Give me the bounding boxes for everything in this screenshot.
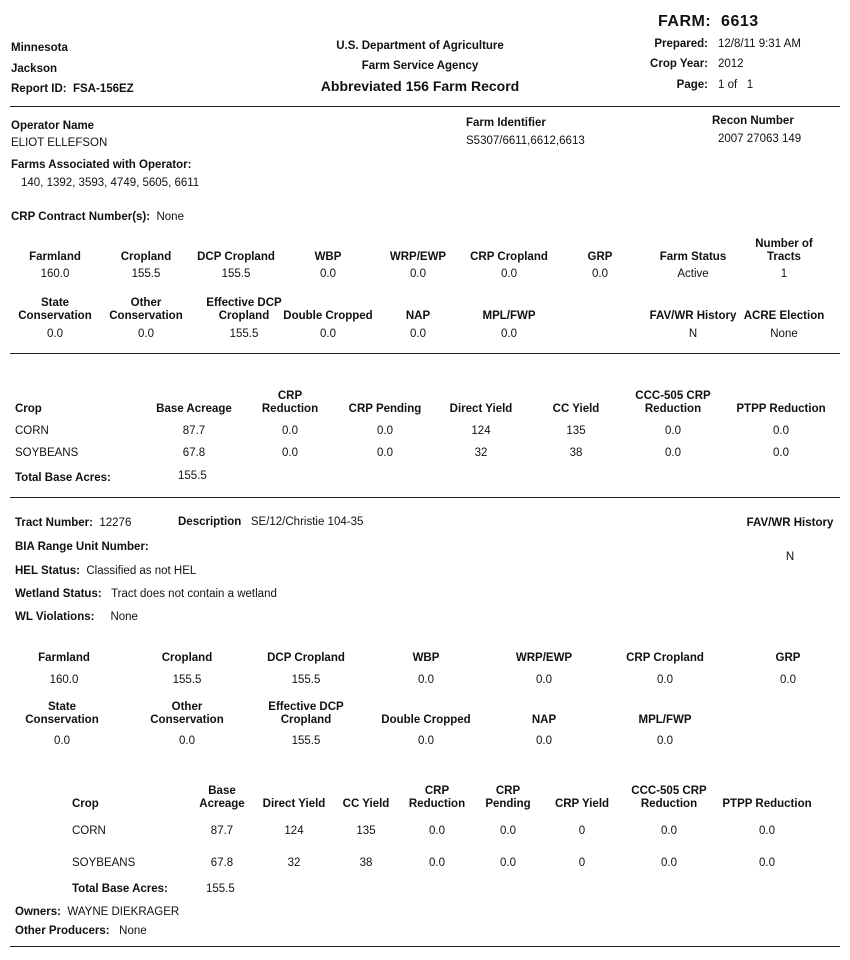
- farm-crop-cell-direct-yield: 124: [471, 425, 491, 437]
- farm-crop-cell-base-acreage: 87.7: [182, 425, 206, 437]
- owners: Owners: WAYNE DIEKRAGER: [15, 906, 180, 918]
- footer-divider: [10, 946, 840, 947]
- bia-range-label: BIA Range Unit Number:: [15, 541, 149, 553]
- hel-status: HEL Status: Classified as not HEL: [15, 565, 197, 577]
- tract-crop-cell-cc-yield: 135: [356, 825, 376, 837]
- tract-mpl-fwp-label: MPL/FWP: [638, 714, 692, 726]
- farm-crop-header-crop: Crop: [15, 403, 42, 415]
- page-label: Page:: [676, 79, 708, 91]
- farm-identifier-label: Farm Identifier: [466, 117, 546, 129]
- tract-crop-cell-ptpp-reduction: 0.0: [759, 857, 775, 869]
- tract-crop-cell-base-acreage: 87.7: [210, 825, 234, 837]
- tract-crop-cell-direct-yield: 32: [287, 857, 301, 869]
- tract-dcp-cropland-value: 155.5: [291, 674, 321, 686]
- farm-crop-header-ptpp-reduction: PTPP Reduction: [736, 403, 826, 415]
- tract-crop-header-base-acreage: Base Acreage: [199, 785, 245, 810]
- farm-acre-election-label: ACRE Election: [743, 310, 825, 322]
- tract-crop-cell-base-acreage: 67.8: [210, 857, 234, 869]
- crop-year-value: 2012: [718, 58, 744, 70]
- tract-crop-cell-crop: SOYBEANS: [72, 857, 136, 869]
- farm-crop-cell-ptpp-reduction: 0.0: [773, 447, 789, 459]
- agency-line-2: Farm Service Agency: [361, 60, 479, 72]
- tract-crop-header-ccc-505-crp-reduction: CCC-505 CRP Reduction: [631, 785, 707, 810]
- farm-crop-cell-crop: CORN: [15, 425, 49, 437]
- farm-number: 6613: [721, 13, 759, 30]
- tract-crop-header-crop: Crop: [72, 798, 99, 810]
- farms-associated: 140, 1392, 3593, 4749, 5605, 6611: [21, 177, 200, 189]
- tract-favwr-label: FAV/WR History: [746, 517, 834, 529]
- tract-grp-value: 0.0: [780, 674, 796, 686]
- prepared-label: Prepared:: [654, 38, 708, 50]
- tract-cropland-label: Cropland: [161, 652, 213, 664]
- farm-crop-header-direct-yield: Direct Yield: [449, 403, 513, 415]
- tract-crop-header-cc-yield: CC Yield: [342, 798, 390, 810]
- tract-effective-dcp-cropland-value: 155.5: [291, 735, 321, 747]
- tract-crop-cell-crp-yield: 0: [578, 825, 586, 837]
- tract-crop-header-ptpp-reduction: PTPP Reduction: [722, 798, 812, 810]
- tract-farmland-value: 160.0: [49, 674, 79, 686]
- farm-crop-cell-crop: SOYBEANS: [15, 447, 79, 459]
- farm-wbp-value: 0.0: [320, 268, 336, 280]
- farm-farmland-label: Farmland: [29, 251, 81, 263]
- agency-line-1: U.S. Department of Agriculture: [336, 40, 504, 52]
- farm-fav-wr-history-value: N: [688, 328, 698, 340]
- farms-associated-label: Farms Associated with Operator:: [11, 159, 192, 171]
- tract-crop-cell-crop: CORN: [72, 825, 106, 837]
- tract-state-conservation-value: 0.0: [54, 735, 70, 747]
- tract-crop-header-crp-pending: CRP Pending: [485, 785, 531, 810]
- tract-total-base: 155.5: [206, 883, 235, 895]
- farm-grp-value: 0.0: [592, 268, 608, 280]
- farm-fav-wr-history-label: FAV/WR History: [649, 310, 737, 322]
- farm-other-conservation-value: 0.0: [138, 328, 154, 340]
- farm-crop-cell-base-acreage: 67.8: [182, 447, 206, 459]
- farm-acre-election-value: None: [770, 328, 798, 340]
- tract-nap-value: 0.0: [536, 735, 552, 747]
- farm-effective-dcp-cropland-value: 155.5: [229, 328, 259, 340]
- tract-number: Tract Number: 12276: [15, 517, 132, 529]
- tract-crop-cell-ccc-505-crp-reduction: 0.0: [661, 857, 677, 869]
- tract-effective-dcp-cropland-label: Effective DCP Cropland: [268, 701, 344, 726]
- crop-divider: [10, 497, 840, 498]
- farm-farm-status-value: Active: [677, 268, 709, 280]
- tract-nap-label: NAP: [531, 714, 557, 726]
- tract-favwr-value: N: [785, 551, 795, 563]
- tract-other-conservation-value: 0.0: [179, 735, 195, 747]
- farm-total-base-label: Total Base Acres:: [15, 472, 111, 484]
- county-name: Jackson: [11, 63, 58, 75]
- operator-name: ELIOT ELLEFSON: [11, 137, 108, 149]
- tract-state-conservation-label: State Conservation: [25, 701, 99, 726]
- page-value: 1 of 1: [718, 79, 754, 91]
- farm-farmland-value: 160.0: [40, 268, 70, 280]
- tract-wbp-label: WBP: [412, 652, 440, 664]
- tract-crop-cell-crp-pending: 0.0: [500, 857, 516, 869]
- wetland-status: Wetland Status: Tract does not contain a wetland: [15, 588, 277, 600]
- tract-crop-cell-ptpp-reduction: 0.0: [759, 825, 775, 837]
- farm-dcp-cropland-value: 155.5: [221, 268, 251, 280]
- tract-double-cropped-label: Double Cropped: [381, 714, 471, 726]
- farm-effective-dcp-cropland-label: Effective DCP Cropland: [206, 297, 282, 322]
- farm-crop-header-cc-yield: CC Yield: [552, 403, 600, 415]
- tract-total-base-label: Total Base Acres:: [72, 883, 168, 895]
- tract-crop-cell-crp-yield: 0: [578, 857, 586, 869]
- farm-crp-cropland-label: CRP Cropland: [470, 251, 548, 263]
- farm-number-label: FARM: 6613: [658, 13, 759, 30]
- farm-crop-header-base-acreage: Base Acreage: [156, 403, 232, 415]
- farm-nap-value: 0.0: [410, 328, 426, 340]
- tract-crop-cell-ccc-505-crp-reduction: 0.0: [661, 825, 677, 837]
- tract-farmland-label: Farmland: [38, 652, 90, 664]
- farm-cropland-label: Cropland: [120, 251, 172, 263]
- farm-mpl-fwp-value: 0.0: [501, 328, 517, 340]
- farm-state-conservation-value: 0.0: [47, 328, 63, 340]
- tract-crop-cell-crp-reduction: 0.0: [429, 857, 445, 869]
- tract-mpl-fwp-value: 0.0: [657, 735, 673, 747]
- state-name: Minnesota: [11, 42, 68, 54]
- other-producers: Other Producers: None: [15, 925, 147, 937]
- farm-number-of-tracts-label: Number of Tracts: [755, 238, 813, 263]
- farm-crop-cell-crp-reduction: 0.0: [282, 425, 298, 437]
- farm-nap-label: NAP: [405, 310, 431, 322]
- recon-number-label: Recon Number: [712, 115, 794, 127]
- report-id: Report ID: FSA-156EZ: [11, 83, 134, 95]
- farm-crop-cell-direct-yield: 32: [474, 447, 488, 459]
- crop-year-label: Crop Year:: [650, 58, 708, 70]
- farm-double-cropped-value: 0.0: [320, 328, 336, 340]
- farm-crop-cell-crp-pending: 0.0: [377, 447, 393, 459]
- farm-double-cropped-label: Double Cropped: [283, 310, 373, 322]
- farm-wbp-label: WBP: [314, 251, 342, 263]
- farm-crp-cropland-value: 0.0: [501, 268, 517, 280]
- tract-crp-cropland-value: 0.0: [657, 674, 673, 686]
- farm-dcp-cropland-label: DCP Cropland: [197, 251, 275, 263]
- farm-crop-cell-ptpp-reduction: 0.0: [773, 425, 789, 437]
- tract-cropland-value: 155.5: [172, 674, 202, 686]
- farm-crop-header-crp-reduction: CRP Reduction: [261, 390, 319, 415]
- farm-wrp-ewp-label: WRP/EWP: [389, 251, 447, 263]
- header-divider: [10, 106, 840, 107]
- tract-description: Description SE/12/Christie 104-35: [178, 516, 364, 528]
- tract-crop-header-direct-yield: Direct Yield: [262, 798, 326, 810]
- farm-crop-header-crp-pending: CRP Pending: [348, 403, 422, 415]
- farm-crop-cell-crp-reduction: 0.0: [282, 447, 298, 459]
- farm-farm-status-label: Farm Status: [659, 251, 727, 263]
- farm-wrp-ewp-value: 0.0: [410, 268, 426, 280]
- tract-crop-cell-crp-pending: 0.0: [500, 825, 516, 837]
- tract-crop-cell-direct-yield: 124: [284, 825, 304, 837]
- crp-contract: CRP Contract Number(s): None: [11, 211, 184, 223]
- tract-double-cropped-value: 0.0: [418, 735, 434, 747]
- farm-crop-header-ccc-505-crp-reduction: CCC-505 CRP Reduction: [635, 390, 711, 415]
- tract-crp-cropland-label: CRP Cropland: [626, 652, 704, 664]
- farm-crop-cell-ccc-505-crp-reduction: 0.0: [665, 447, 681, 459]
- farm-cropland-value: 155.5: [131, 268, 161, 280]
- tract-crop-header-crp-reduction: CRP Reduction: [408, 785, 466, 810]
- farm-other-conservation-label: Other Conservation: [109, 297, 183, 322]
- farm-mpl-fwp-label: MPL/FWP: [482, 310, 536, 322]
- farm-identifier: S5307/6611,6612,6613: [466, 135, 585, 147]
- prepared-value: 12/8/11 9:31 AM: [718, 38, 801, 50]
- tract-other-conservation-label: Other Conservation: [150, 701, 224, 726]
- operator-name-label: Operator Name: [11, 120, 95, 132]
- recon-number: 2007 27063 149: [718, 133, 802, 145]
- tract-wbp-value: 0.0: [418, 674, 434, 686]
- farm-total-base: 155.5: [178, 470, 207, 482]
- farm-crop-cell-ccc-505-crp-reduction: 0.0: [665, 425, 681, 437]
- farm-crop-cell-cc-yield: 38: [569, 447, 583, 459]
- tract-grp-label: GRP: [775, 652, 801, 664]
- summary-divider: [10, 353, 840, 354]
- wl-violations: WL Violations: None: [15, 611, 138, 623]
- tract-crop-header-crp-yield: CRP Yield: [554, 798, 610, 810]
- tract-crop-cell-crp-reduction: 0.0: [429, 825, 445, 837]
- tract-wrp-ewp-label: WRP/EWP: [515, 652, 573, 664]
- farm-grp-label: GRP: [587, 251, 613, 263]
- tract-dcp-cropland-label: DCP Cropland: [267, 652, 345, 664]
- farm-crop-cell-crp-pending: 0.0: [377, 425, 393, 437]
- farm-number-of-tracts-value: 1: [780, 268, 788, 280]
- farm-crop-cell-cc-yield: 135: [566, 425, 586, 437]
- tract-wrp-ewp-value: 0.0: [536, 674, 552, 686]
- farm-state-conservation-label: State Conservation: [18, 297, 92, 322]
- report-title: Abbreviated 156 Farm Record: [320, 78, 520, 94]
- tract-crop-cell-cc-yield: 38: [359, 857, 373, 869]
